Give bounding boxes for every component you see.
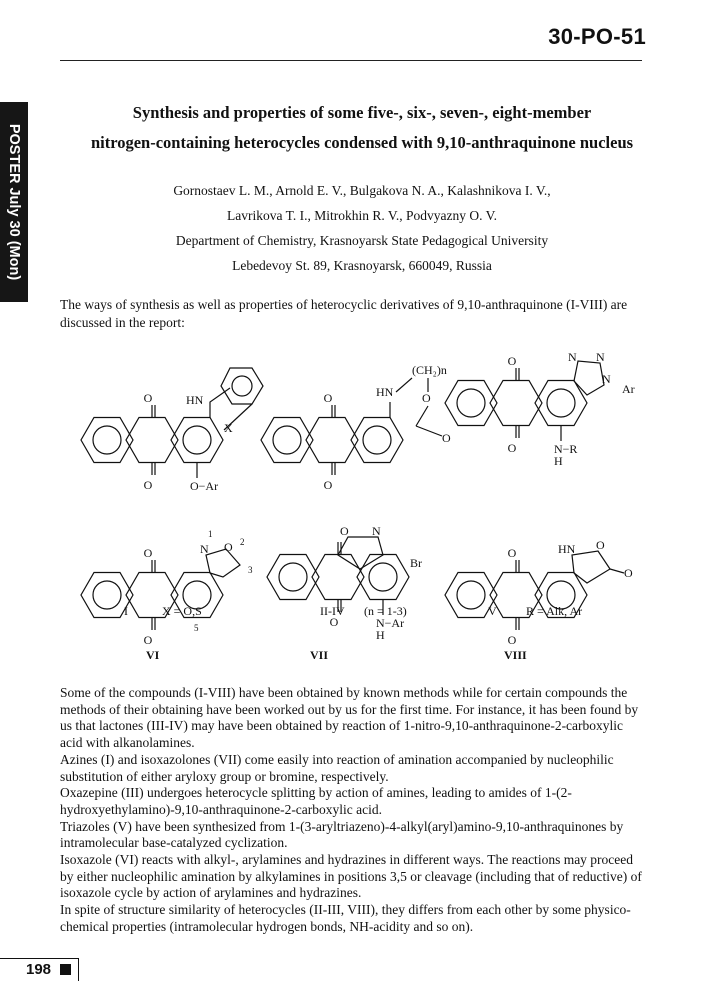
body-paragraph-3: Oxazepine (III) undergoes heterocycle splitting by action of amines, leading to amides of 1-(2-hydroxyethylamino)-9,10-anthraquinone-2-carboxylic acid. [60, 785, 572, 817]
structure-II-o-bottom: O [323, 478, 333, 492]
structure-VIII-o-top: O [507, 546, 517, 560]
structure-VII-o: O [340, 524, 349, 538]
intro-text: The ways of synthesis as well as properties of heterocyclic derivatives of 9,10-anthraquinone (I-VIII) are discussed in the report: [60, 297, 628, 330]
authors-line-1: Gornostaev L. M., Arnold E. V., Bulgakova N. A., Kalashnikova I. V., [173, 183, 551, 198]
structure-VII-numeral: VII [310, 648, 329, 662]
body-paragraph-1: Some of the compounds (I-VIII) have been obtained by known methods while for certain compounds the methods of their obtaining have been worked out by us for the first time. For instance, it has been found by us that lactones (III-IV) may have been obtained by reaction of 1-nitro-9,10-anthraquinone-2-carboxylic acid with alkanolamines. [60, 685, 639, 751]
structure-VII-n: N [372, 524, 381, 538]
structure-VI-num5: 5 [194, 623, 199, 633]
structure-V-numeral: V [488, 604, 497, 618]
structure-VIII [445, 538, 633, 662]
session-code: 30-PO-51 [548, 24, 646, 49]
structure-I-hn: HN [186, 393, 204, 407]
structure-II-numeral: II-IV [320, 604, 345, 618]
address: Lebedevoy St. 89, Krasnoyarsk, 660049, Russia [232, 258, 492, 273]
structure-II-hn: HN [376, 385, 394, 399]
structure-VI-numeral: VI [146, 648, 160, 662]
authors-line-2: Lavrikova T. I., Mitrokhin R. V., Podvyazny O. V. [227, 208, 497, 223]
structure-II-o-top: O [323, 391, 333, 405]
structure-V [445, 350, 635, 618]
structure-VIII-hn: HN [558, 542, 576, 556]
title-line-2: nitrogen-containing heterocycles condensed with 9,10-anthraquinone nucleus [90, 133, 634, 152]
paper-title [40, 98, 684, 158]
structure-VIII-o-exo: O [624, 566, 633, 580]
structure-V-nr: N−R [554, 442, 578, 456]
structure-V-n1: N [568, 350, 577, 364]
structure-I-o-top: O [143, 391, 153, 405]
body-paragraph-5: Isoxazole (VI) reacts with alkyl-, arylamines and hydrazines in different ways. The reactions may proceed by either nucleophilic amination by alkylamines in positions 3,5 or cleavage (including that of reductive) of isoxazole cycle by action of arylamines and hydrazines. [60, 852, 642, 901]
structure-V-n2: N [596, 350, 605, 364]
body-paragraph-6: In spite of structure similarity of heterocycles (II-III, VIII), they differs from each other by some physico-chemical properties (intramolecular hydrogen bonds, NH-acidity and so on). [60, 902, 631, 934]
page-number-tab [0, 958, 79, 981]
structure-VII [267, 524, 422, 662]
structure-II-note: (n = 1-3) [364, 604, 407, 618]
side-tab [0, 102, 28, 302]
body-paragraph-4: Triazoles (V) have been synthesized from 1-(3-aryltriazeno)-4-alkyl(aryl)amino-9,10-anthraquinones by intramolecular base-catalyzed cyclization. [60, 818, 624, 851]
structure-VIII-numeral: VIII [504, 648, 527, 662]
intro-paragraph [60, 296, 646, 332]
structure-VII-h: H [376, 628, 385, 642]
structure-VII-br: Br [410, 556, 422, 570]
structure-II-IV [261, 363, 451, 618]
structure-I-o-bottom: O [143, 478, 153, 492]
structure-VI [81, 529, 253, 662]
structure-I-oar: O−Ar [190, 479, 219, 493]
structure-I-numeral: I [124, 604, 128, 618]
page-marker-square [60, 964, 71, 975]
side-tab-label: POSTER July 30 (Mon) [6, 123, 22, 281]
structure-VI-n: N [200, 542, 209, 556]
page-number: 198 [26, 961, 52, 978]
structure-VI-num3: 3 [248, 565, 253, 575]
body-text [60, 685, 646, 936]
structure-VI-o-top: O [143, 546, 153, 560]
structure-VI-num2: 2 [240, 537, 245, 547]
structure-VII-o-bottom: O [329, 615, 339, 629]
structure-VIII-o-bottom: O [507, 633, 517, 647]
structure-VIII-o-ring: O [596, 538, 605, 552]
structure-V-o-bottom: O [507, 441, 517, 455]
chemical-structures [60, 345, 660, 675]
structure-VII-nar: N−Ar [376, 616, 405, 630]
structure-II-o-carbonyl: O [442, 431, 451, 445]
structure-I-note: X = O,S [162, 604, 202, 618]
structure-II-o-ring: O [422, 391, 431, 405]
structure-II-chain: (CH₂)n [412, 363, 447, 377]
body-paragraph-2: Azines (I) and isoxazolones (VII) come easily into reaction of amination accompanied by nucleophilic substitution of either aryloxy group or bromine, respectively. [60, 751, 614, 784]
structure-VI-o: O [224, 540, 233, 554]
structure-V-o-top: O [507, 354, 517, 368]
structure-V-h: H [554, 454, 563, 468]
title-line-1: Synthesis and properties of some five-, six-, seven-, eight-member [132, 103, 592, 122]
author-block [40, 178, 684, 278]
structure-I-x: X [224, 421, 233, 435]
structure-VI-num1: 1 [208, 529, 213, 539]
structure-V-n3: N [602, 372, 611, 386]
affiliation: Department of Chemistry, Krasnoyarsk State Pedagogical University [175, 233, 549, 248]
structure-V-note: R = Alk, Ar [526, 604, 583, 618]
header-rule [60, 60, 642, 61]
structure-VI-o-bottom: O [143, 633, 153, 647]
structure-V-ar: Ar [622, 382, 635, 396]
